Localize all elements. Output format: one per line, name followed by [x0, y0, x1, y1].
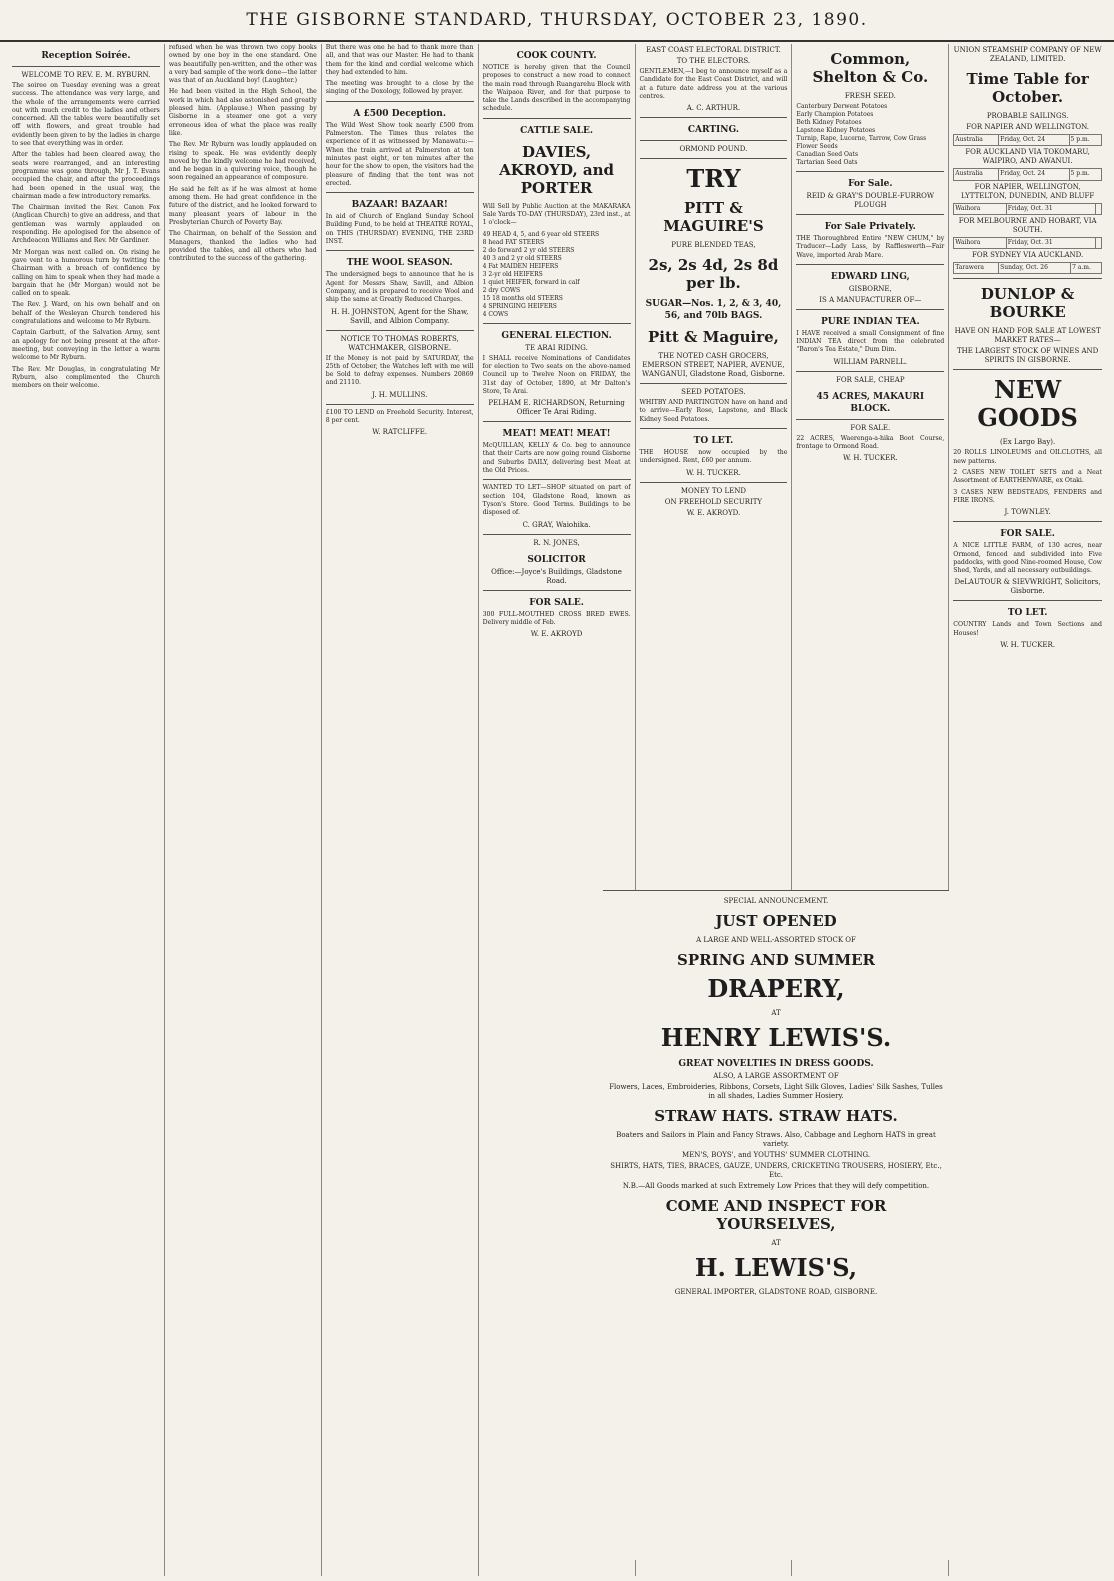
sailing-table	[953, 203, 1102, 215]
article-paragraph: But there was one he had to thank more than all, and that was our Master. He had to thank them for the kind and cordial welcome which they had extended to him.	[325, 44, 474, 76]
cattle-heading: CATTLE SALE.	[520, 125, 593, 136]
tea-try: TRY	[686, 164, 741, 194]
divider	[796, 309, 944, 310]
wool-heading: THE WOOL SEASON.	[346, 258, 453, 269]
drapery-flowers: Flowers, Laces, Embroideries, Ribbons, Corsets, Light Silk Gloves, Ladies' Silk Sashes, Tulles in all shades, Ladies Summer Hosiery.	[609, 1083, 943, 1100]
sailing-time: 5 p.m.	[1069, 169, 1101, 180]
electoral-subheading: TO THE ELECTORS.	[676, 57, 751, 65]
let-heading: TO LET.	[1007, 608, 1048, 619]
drapery-boaters: Boaters and Sailors in Plain and Fancy Straws. Also, Cabbage and Leghorn HATS in great variety.	[616, 1131, 936, 1148]
sale-signature: W. H. TUCKER.	[842, 454, 898, 463]
tea-subheading: PURE BLENDED TEAS,	[671, 241, 756, 250]
article-paragraph: He had been visited in the High School, the work in which had also astonished and greatly pleased him. (Applause.) When passing by Gisborne in a steamer one got a very erroneous idea of what the place was really like.	[168, 88, 317, 137]
drapery-nb: N.B.—All Goods marked at such Extremely Low Prices that they will defy competition.	[622, 1182, 930, 1190]
seed-item: Tartarian Seed Oats	[796, 159, 858, 166]
article-paragraph: The Rev. Mr Ryburn was loudly applauded on rising to speak. He was evidently deeply moved by the kindly welcome he had received, and he began in a quivering voice, though he soon regained an appearance of composure.	[168, 141, 317, 182]
meat-heading: MEAT! MEAT! MEAT!	[502, 429, 611, 440]
wool-signature: H. H. JOHNSTON, Agent for the Shaw, Savill, and Albion Company.	[331, 307, 469, 325]
sailing-date: Friday, Oct. 24	[999, 135, 1069, 146]
drapery-at2: AT	[771, 1239, 781, 1247]
goods-signature: J. TOWNLEY.	[1004, 508, 1051, 517]
sailing-table	[953, 134, 1102, 146]
firm-subheading: FRESH SEED.	[844, 92, 896, 100]
sailing-destination: FOR SYDNEY VIA AUCKLAND.	[971, 251, 1084, 260]
let-signature: W. H. TUCKER.	[1000, 641, 1055, 650]
article-paragraph: The Wild West Show took nearly £500 from Palmerston. The Times thus relates the experience of it as witnessed by Manawatu:—When the train arrived at Palmerston at ten minutes past eight, or ten minutes after the hour for the show to open, the visitors had the pleasure of finding that the tent was not erected.	[325, 121, 474, 187]
seed-body: WHITBY AND PARTINGTON have on hand and to arrive—Early Rose, Lapstone, and Black Kidney Seed Potatoes.	[639, 399, 788, 423]
let-heading: TO LET.	[693, 436, 734, 447]
sailing-date: Sunday, Oct. 26	[999, 263, 1071, 274]
let-signature: W. H. TUCKER.	[686, 468, 741, 477]
drapery-importer: GENERAL IMPORTER, GLADSTONE ROAD, GISBORNE.	[674, 1288, 878, 1296]
divider	[640, 117, 788, 118]
sailing-destination: FOR NAPIER, WELLINGTON, LYTTELTON, DUNEDIN, AND BLUFF	[960, 182, 1095, 200]
article-paragraph: After the tables had been cleared away, the seats were rearranged, and an interesting programme was gone through, Mr J. T. Evans occupied the chair, and after the proceedings had been opened in the usual way, the chairman made a few introductory remarks.	[12, 151, 160, 200]
sale-body: 45 ACRES, MAKAURI BLOCK.	[816, 391, 925, 414]
drapery-at: AT	[771, 1009, 781, 1017]
private-sale-body: THE Thoroughbred Entire "NEW CHUM," by Traducer—Lady Lass, by Raffleswerth—Fair Wave, imported Arab Mare.	[796, 235, 945, 259]
divider	[953, 369, 1102, 370]
notice-body: If the Money is not paid by SATURDAY, the 25th of October, the Watches left with me will be Sold to defray expenses. Numbers 20869 and 21110.	[325, 354, 474, 387]
pound-heading: ORMOND POUND.	[679, 145, 748, 154]
divider	[640, 482, 788, 483]
drapery-novelties: GREAT NOVELTIES IN DRESS GOODS.	[678, 1059, 874, 1069]
electoral-heading: EAST COAST ELECTORAL DISTRICT.	[646, 46, 781, 54]
usc-probable: PROBABLE SAILINGS.	[986, 112, 1069, 120]
divider	[326, 192, 474, 193]
wanted-body: WANTED TO LET—SHOP situated on part of section 104, Gladstone Road, known as Tyson's Store. Good Terms. Buildings to be disposed of.	[482, 484, 631, 517]
goods-item: 20 ROLLS LINOLEUMS and OILCLOTHS, all new patterns.	[953, 449, 1102, 465]
let-body: COUNTRY Lands and Town Sections and Houses!	[953, 621, 1102, 637]
divider	[12, 66, 160, 67]
divider	[953, 278, 1102, 279]
divider	[640, 428, 788, 429]
plough-heading: For Sale.	[848, 179, 893, 189]
article-paragraph: The Rev. J. Ward, on his own behalf and on behalf of the Wesleyan Church tendered his congratulations and welcome to Mr Ryburn.	[12, 301, 160, 326]
sailing-date: Friday, Oct. 24	[999, 169, 1069, 180]
goods-item: 3 CASES NEW BEDSTEADS, FENDERS and FIRE IRONS.	[953, 488, 1102, 504]
sale-body: 300 FULL-MOUTHED CROSS BRED EWES. Delivery middle of Feb.	[482, 610, 631, 626]
ling-body: IS A MANUFACTURER OF—	[819, 295, 922, 304]
drapery-shirts: SHIRTS, HATS, TIES, BRACES, GAUZE, UNDERS, CRICKETING TROUSERS, HOSIERY, Etc., Etc.	[610, 1162, 942, 1179]
dunlop-heading: DUNLOP & BOURKE	[980, 285, 1075, 322]
seed-item: Lapstone Kidney Potatoes	[796, 127, 876, 134]
money-signature: W. E. AKROYD.	[686, 508, 741, 517]
article-subheading: WELCOME TO REV. E. M. RYBURN.	[21, 71, 151, 79]
sailing-ship: Australia	[954, 135, 999, 146]
divider	[483, 323, 631, 324]
council-body: NOTICE is hereby given that the Council proposes to construct a new road to connect the main road through Ruangarehu Block with the Waipaoa River, and for that purpose to take the Lands described in the accompanying schedule.	[482, 64, 631, 113]
loan-notice: £100 TO LEND on Freehold Security. Interest, 8 per cent.	[325, 408, 474, 425]
divider	[796, 264, 944, 265]
cattle-item: 4 Fat MAIDEN HEIFERS	[482, 262, 559, 270]
divider	[640, 140, 788, 141]
cattle-item: 40 3 and 2 yr old STEERS	[482, 254, 562, 262]
divider	[640, 158, 788, 159]
column-1	[8, 44, 165, 1576]
article-paragraph: The meeting was brought to a close by the singing of the Doxology, followed by prayer.	[325, 80, 474, 96]
sailing-time	[1096, 203, 1102, 214]
column-3	[322, 44, 479, 1576]
drapery-spring: SPRING AND SUMMER	[677, 951, 875, 969]
sailing-entry	[953, 123, 1102, 146]
electoral-signature: A. C. ARTHUR.	[686, 104, 741, 113]
seed-item: Turnip, Rape, Lucerne, Tarrow, Cow Grass	[796, 135, 927, 142]
cattle-item: 8 head FAT STEERS	[482, 238, 545, 246]
sale-heading: FOR SALE.	[529, 597, 584, 608]
council-heading: COOK COUNTY.	[516, 51, 597, 61]
cattle-item: 15 18 months old STEERS	[482, 294, 563, 302]
column-2	[165, 44, 322, 1576]
election-signature: PELHAM E. RICHARDSON, Returning Officer Te Arai Riding.	[488, 399, 625, 417]
cattle-item: 1 quiet HEIFER, forward in calf	[482, 278, 580, 286]
wanted-signature: C. GRAY, Waiohika.	[522, 520, 591, 529]
article-heading: A £500 Deception.	[353, 108, 446, 119]
divider	[640, 383, 788, 384]
article-paragraph: The Rev. Mr Douglas, in congratulating Mr Ryburn, also complimented the Church members on their welcome.	[12, 365, 160, 390]
solicitor-title: SOLICITOR	[527, 554, 586, 565]
divider	[796, 214, 944, 215]
cattle-item: 2 do forward 2 yr old STEERS	[482, 246, 575, 254]
cattle-item: 4 SPRINGING HEIFERS	[482, 302, 557, 310]
dunlop-footer: THE LARGEST STOCK OF WINES AND SPIRITS IN GISBORNE.	[956, 347, 1099, 365]
sailing-date: Friday, Oct. 31	[1006, 237, 1096, 248]
cattle-body: Will Sell by Public Auction at the MAKARAKA Sale Yards TO-DAY (THURSDAY), 23rd inst., at 1 o'clock—	[482, 202, 631, 227]
sailing-entry	[953, 251, 1102, 274]
goods-heading: NEW GOODS	[977, 375, 1078, 433]
cattle-item: 3 2-yr old HEIFERS	[482, 270, 543, 278]
divider	[326, 404, 474, 405]
drapery-firm: HENRY LEWIS'S.	[660, 1023, 892, 1052]
divider	[953, 521, 1102, 522]
loan-signature: W. RATCLIFFE.	[372, 428, 428, 437]
usc-heading: UNION STEAMSHIP COMPANY OF NEW ZEALAND, LIMITED.	[953, 46, 1102, 63]
divider	[483, 118, 631, 119]
forsale-body: A NICE LITTLE FARM, of 130 acres, near Ormond, fenced and subdivided into Five paddocks, with good Nine-roomed House, Cow Shed, Yards, and all necessary outbuildings.	[953, 542, 1102, 575]
masthead: THE GISBORNE STANDARD, THURSDAY, OCTOBER 23, 1890.	[0, 0, 1114, 42]
divider	[326, 250, 474, 251]
divider	[326, 101, 474, 102]
sailing-ship: Australia	[954, 169, 999, 180]
drapery-stock: A LARGE AND WELL-ASSORTED STOCK OF	[696, 936, 856, 944]
article-paragraph: Mr Morgan was next called on. On rising he gave vent to a humorous turn by twitting the Chairman with a breach of confidence by calling on him to speak when they had made a bargain that he (Mr Morgan) would not be called on to speak.	[12, 248, 160, 298]
article-paragraph: Captain Garbutt, of the Salvation Army, sent an apology for not being present at the after-meeting, but conveying in the letter a warm welcome to Mr Ryburn.	[12, 329, 160, 362]
seed-item: Beth Kidney Potatoes	[796, 119, 862, 126]
sale-heading: FOR SALE, CHEAP	[836, 375, 905, 384]
divider	[796, 419, 944, 420]
wool-body: The undersigned begs to announce that he is Agent for Messrs Shaw, Savill, and Albion Company, and is prepared to receive Wool and ship the same at Greatly Reduced Charges.	[325, 271, 474, 304]
sailing-time: 7 a.m.	[1071, 263, 1102, 274]
divider	[483, 534, 631, 535]
column-7	[949, 44, 1106, 1576]
indian-tea-body: I HAVE received a small Consignment of fine INDIAN TEA direct from the celebrated "Baron's Tea Estate," Dum Dim.	[796, 329, 945, 354]
election-heading: GENERAL ELECTION.	[501, 330, 612, 341]
sailing-table	[953, 237, 1102, 249]
sailing-time: 5 p.m.	[1069, 135, 1101, 146]
money-heading: MONEY TO LEND	[680, 486, 746, 495]
divider	[483, 421, 631, 422]
cattle-item: 4 COWS	[482, 310, 509, 318]
drapery-come: COME AND INSPECT FOR YOURSELVES,	[665, 1197, 887, 1233]
sale-signature: W. E. AKROYD	[530, 630, 583, 639]
indian-tea-signature: WILLIAM PARNELL.	[833, 357, 908, 366]
meat-body: McQUILLAN, KELLY & Co. beg to announce that their Carts are now going round Gisborne and Suburbs DAILY, delivering best Meat at the Old Prices.	[482, 442, 631, 475]
drapery-lewis: H. LEWIS'S,	[694, 1253, 858, 1282]
sailing-ship: Waihora	[954, 237, 1007, 248]
ling-place: GISBORNE,	[848, 284, 892, 293]
sailing-destination: FOR MELBOURNE AND HOBART, VIA SOUTH.	[958, 216, 1097, 234]
indian-tea-heading: PURE INDIAN TEA.	[821, 316, 920, 327]
divider	[326, 330, 474, 331]
sailing-entry	[953, 217, 1102, 249]
election-subheading: TE ARAI RIDING.	[525, 343, 588, 352]
dunlop-body: HAVE ON HAND FOR SALE AT LOWEST MARKET RATES—	[954, 327, 1101, 345]
plough-body: REID & GRAY'S DOUBLE-FURROW PLOUGH	[806, 192, 935, 209]
drapery-mens: MEN'S, BOYS', and YOUTHS' SUMMER CLOTHING.	[681, 1151, 871, 1159]
electoral-body: GENTLEMEN,—I beg to announce myself as a Candidate for the East Coast District, and will at a future date address you at the various centres.	[639, 68, 788, 100]
grocer-address: THE NOTED CASH GROCERS, EMERSON STREET, NAPIER, AVENUE, WANGANUI, Gladstone Road, Gisborne.	[642, 352, 785, 379]
drapery-straw: STRAW HATS. STRAW HATS.	[654, 1107, 898, 1125]
election-body: I SHALL receive Nominations of Candidates for election to Two seats on the above-named Council up to Twelve Noon on FRIDAY, the 31st day of October, 1890, at Mr Dalton's Store, Te Arai.	[482, 354, 631, 395]
article-paragraph: The soiree on Tuesday evening was a great success. The attendance was very large, and the whole of the arrangements were carried out with much credit to the ladies and others concerned. All the tables were beautifully set off with flowers, and great trouble had evidently been given to by the ladies in charge to see that everything was in order.	[12, 82, 160, 148]
usc-subheading: Time Table for October.	[966, 70, 1089, 106]
ling-name: EDWARD LING,	[830, 271, 910, 282]
sailing-entry	[953, 183, 1102, 215]
drapery-drapery: DRAPERY,	[707, 974, 845, 1003]
forsale-heading: FOR SALE.	[1000, 529, 1055, 540]
notice-heading: NOTICE TO THOMAS ROBERTS, WATCHMAKER, GISBORNE.	[340, 334, 459, 352]
seed-item: Canterbury Derwent Potatoes	[796, 103, 888, 110]
sugar-line: SUGAR—Nos. 1, 2, & 3, 40, 56, and 70lb BAGS.	[645, 299, 782, 322]
sailing-time	[1096, 237, 1102, 248]
bazaar-heading: BAZAAR! BAZAAR!	[351, 200, 448, 211]
sailing-table	[953, 262, 1102, 274]
carting-heading: CARTING.	[687, 125, 739, 136]
cattle-item: 2 dry COWS	[482, 286, 521, 294]
article-paragraph: The Chairman, on behalf of the Session and Managers, thanked the ladies who had provided the tables, and all others who had contributed to the success of the gathering.	[168, 230, 317, 263]
firm-name: Common, Shelton & Co.	[812, 50, 929, 86]
sailing-destination: FOR AUCKLAND VIA TOKOMARU, WAIPIRO, AND AWANUI.	[965, 148, 1090, 166]
drapery-ad	[603, 890, 949, 1560]
solicitor-name: R. N. JONES,	[533, 538, 580, 547]
grocer-name: Pitt & Maguire,	[647, 328, 779, 347]
sailing-destination: FOR NAPIER AND WELLINGTON.	[966, 123, 1089, 131]
drapery-also: ALSO, A LARGE ASSORTMENT OF	[713, 1072, 839, 1080]
sailing-table	[953, 168, 1102, 180]
notice-signature: J. H. MULLINS.	[372, 390, 428, 399]
drapery-special: SPECIAL ANNOUNCEMENT.	[723, 897, 829, 905]
sailing-entry	[953, 148, 1102, 180]
article-paragraph: refused when he was thrown two copy books owned by one boy in the one standard. One was beautifully pen-written, and the other was a very bad sample of the work done—the latter was that of an Auckland boy! (Laughter.)	[168, 44, 317, 85]
seed-item: Early Champion Potatoes	[796, 111, 874, 118]
money-body: ON FREEHOLD SECURITY	[664, 497, 763, 506]
tea-firm: PITT & MAGUIRE'S	[663, 199, 764, 236]
drapery-opened: JUST OPENED	[715, 912, 837, 930]
divider	[796, 371, 944, 372]
goods-subheading: (Ex Largo Bay).	[999, 438, 1056, 447]
divider	[796, 171, 944, 172]
article-heading: Reception Soirée.	[41, 51, 131, 61]
seed-heading: SEED POTATOES.	[681, 388, 746, 397]
sailing-date: Friday, Oct. 31	[1006, 203, 1096, 214]
divider	[953, 600, 1102, 601]
sailing-ship: Tarawera	[954, 263, 999, 274]
divider	[483, 479, 631, 480]
let-body: THE HOUSE now occupied by the undersigned. Rent, £60 per annum.	[639, 449, 788, 465]
bazaar-body: In aid of Church of England Sunday School Building Fund, to be held at THEATRE ROYAL, on THIS (THURSDAY) EVENING, THE 23RD INST.	[325, 213, 474, 246]
solicitor-office: Office:—Joyce's Buildings, Gladstone Road.	[491, 567, 622, 585]
seed-item: Flower Seeds	[796, 143, 838, 150]
tea-price: 2s, 2s 4d, 2s 8d per lb.	[648, 256, 779, 293]
cattle-item: 49 HEAD 4, 5, and 6 year old STEERS	[482, 230, 600, 238]
cattle-firm: DAVIES, AKROYD, and PORTER	[499, 142, 615, 197]
sailing-ship: Waihora	[954, 203, 1007, 214]
article-paragraph: The Chairman invited the Rev. Canon Fox (Anglican Church) to give an address, and that gentleman was warmly applauded on responding. He apologised for the absence of Archdeacon Williams and Rev. Mr Gardiner.	[12, 204, 160, 245]
seed-item: Canadian Seed Oats	[796, 151, 859, 158]
forsale-signature: DeLAUTOUR & SIEVWRIGHT, Solicitors, Gisborne.	[954, 578, 1101, 596]
private-sale-heading: For Sale Privately.	[824, 222, 916, 232]
goods-item: 2 CASES NEW TOILET SETS and a Neat Assortment of EARTHENWARE, ex Otaki.	[953, 469, 1102, 485]
article-paragraph: He said he felt as if he was almost at home among them. He had great confidence in the future of the district, and he looked forward to many pleasant years of labour in the Presbyterian Church of Poverty Bay.	[168, 185, 317, 226]
sale-heading: FOR SALE.	[850, 423, 891, 432]
sale-body: 22 ACRES, Waerenga-a-hika Boot Course, frontage to Ormond Road.	[796, 434, 945, 451]
divider	[483, 590, 631, 591]
